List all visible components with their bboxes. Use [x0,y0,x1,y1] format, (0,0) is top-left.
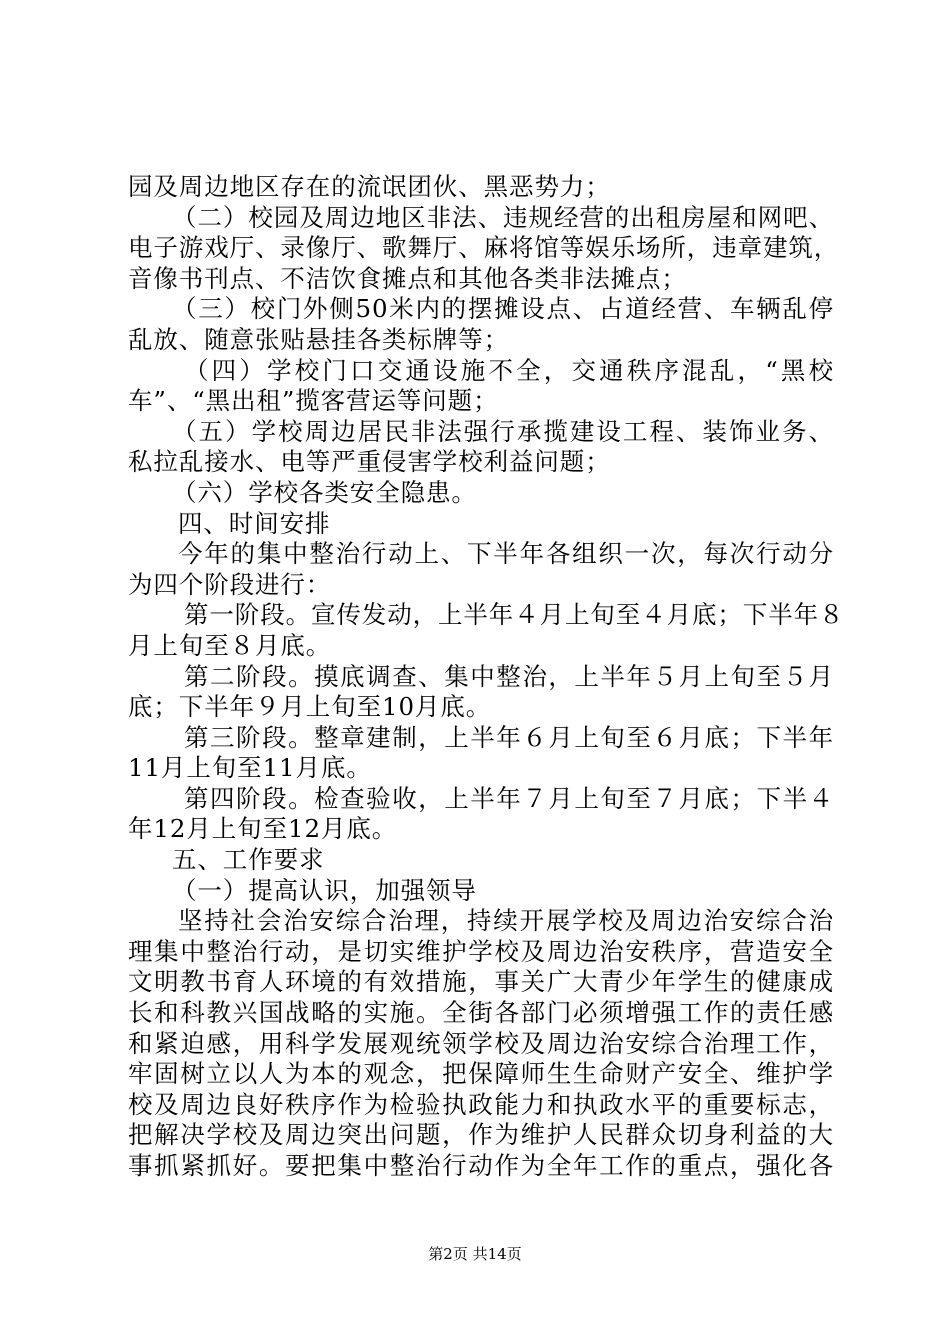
text-line: 事抓紧抓好。要把集中整治行动作为全年工作的重点，强化各 [128,1151,834,1180]
text-line: （一）提高认识，加强领导 [172,875,477,905]
text-line: 第四阶段。检查验收，上半年７月上旬至７月底；下半４ [184,783,834,813]
text-line: 和紧迫感，用科学发展观统领学校及周边治安综合治理工作， [128,1028,834,1058]
text-line: 月上旬至８月底。 [128,630,332,660]
text-line: 把解决学校及周边突出问题，作为维护人民群众切身利益的大 [128,1120,834,1150]
text-line: 长和科教兴国战略的实施。全街各部门必须增强工作的责任感 [128,998,834,1028]
text-line: 坚持社会治安综合治理，持续开展学校及周边治安综合治 [178,906,834,936]
text-line: 电子游戏厅、录像厅、歌舞厅、麻将馆等娱乐场所，违章建筑， [128,233,840,263]
text-line: 底；下半年９月上旬至10月底。 [128,692,492,722]
text-line: （五）学校周边居民非法强行承揽建设工程、装饰业务、 [172,416,834,446]
text-line: 牢固树立以人为本的观念，把保障师生生命财产安全、维护学 [128,1059,834,1089]
text-line: 第一阶段。宣传发动，上半年４月上旬至４月底；下半年８ [184,600,845,630]
text-line: 音像书刊点、不洁饮食摊点和其他各类非法摊点； [128,263,687,293]
text-line: 五、工作要求 [172,845,325,875]
text-line: （三）校门外侧50米内的摆摊设点、占道经营、车辆乱停 [172,294,834,324]
text-line: （四）学校门口交通设施不全，交通秩序混乱，“黑校 [184,355,834,385]
page-footer: 第2页 共14页 [428,1245,522,1263]
text-line: 理集中整治行动，是切实维护学校及周边治安秩序，营造安全 [128,936,834,966]
text-line: 11月上旬至11月底。 [128,753,372,783]
text-line: 年12月上旬至12月底。 [128,814,398,844]
document-body [128,172,845,1182]
text-line: 乱放、随意张贴悬挂各类标牌等； [128,324,509,354]
text-line: 四、时间安排 [178,508,331,538]
text-line: 第二阶段。摸底调查、集中整治，上半年５月上旬至５月 [184,661,834,691]
text-line: 园及周边地区存在的流氓团伙、黑恶势力； [128,172,611,201]
text-line: 文明教书育人环境的有效措施，事关广大青少年学生的健康成 [128,967,834,997]
text-line: 私拉乱接水、电等严重侵害学校利益问题； [128,447,611,477]
text-line: 今年的集中整治行动上、下半年各组织一次，每次行动分 [178,539,834,569]
text-line: 校及周边良好秩序作为检验执政能力和执政水平的重要标志， [128,1089,834,1119]
text-line: 为四个阶段进行： [128,569,332,599]
text-line: 第三阶段。整章建制，上半年６月上旬至６月底；下半年 [184,722,834,752]
text-line: 车”、“黑出租”揽客营运等问题； [128,386,499,416]
text-line: （二）校园及周边地区非法、违规经营的出租房屋和网吧、 [172,202,834,232]
text-line: （六）学校各类安全隐患。 [172,477,477,507]
